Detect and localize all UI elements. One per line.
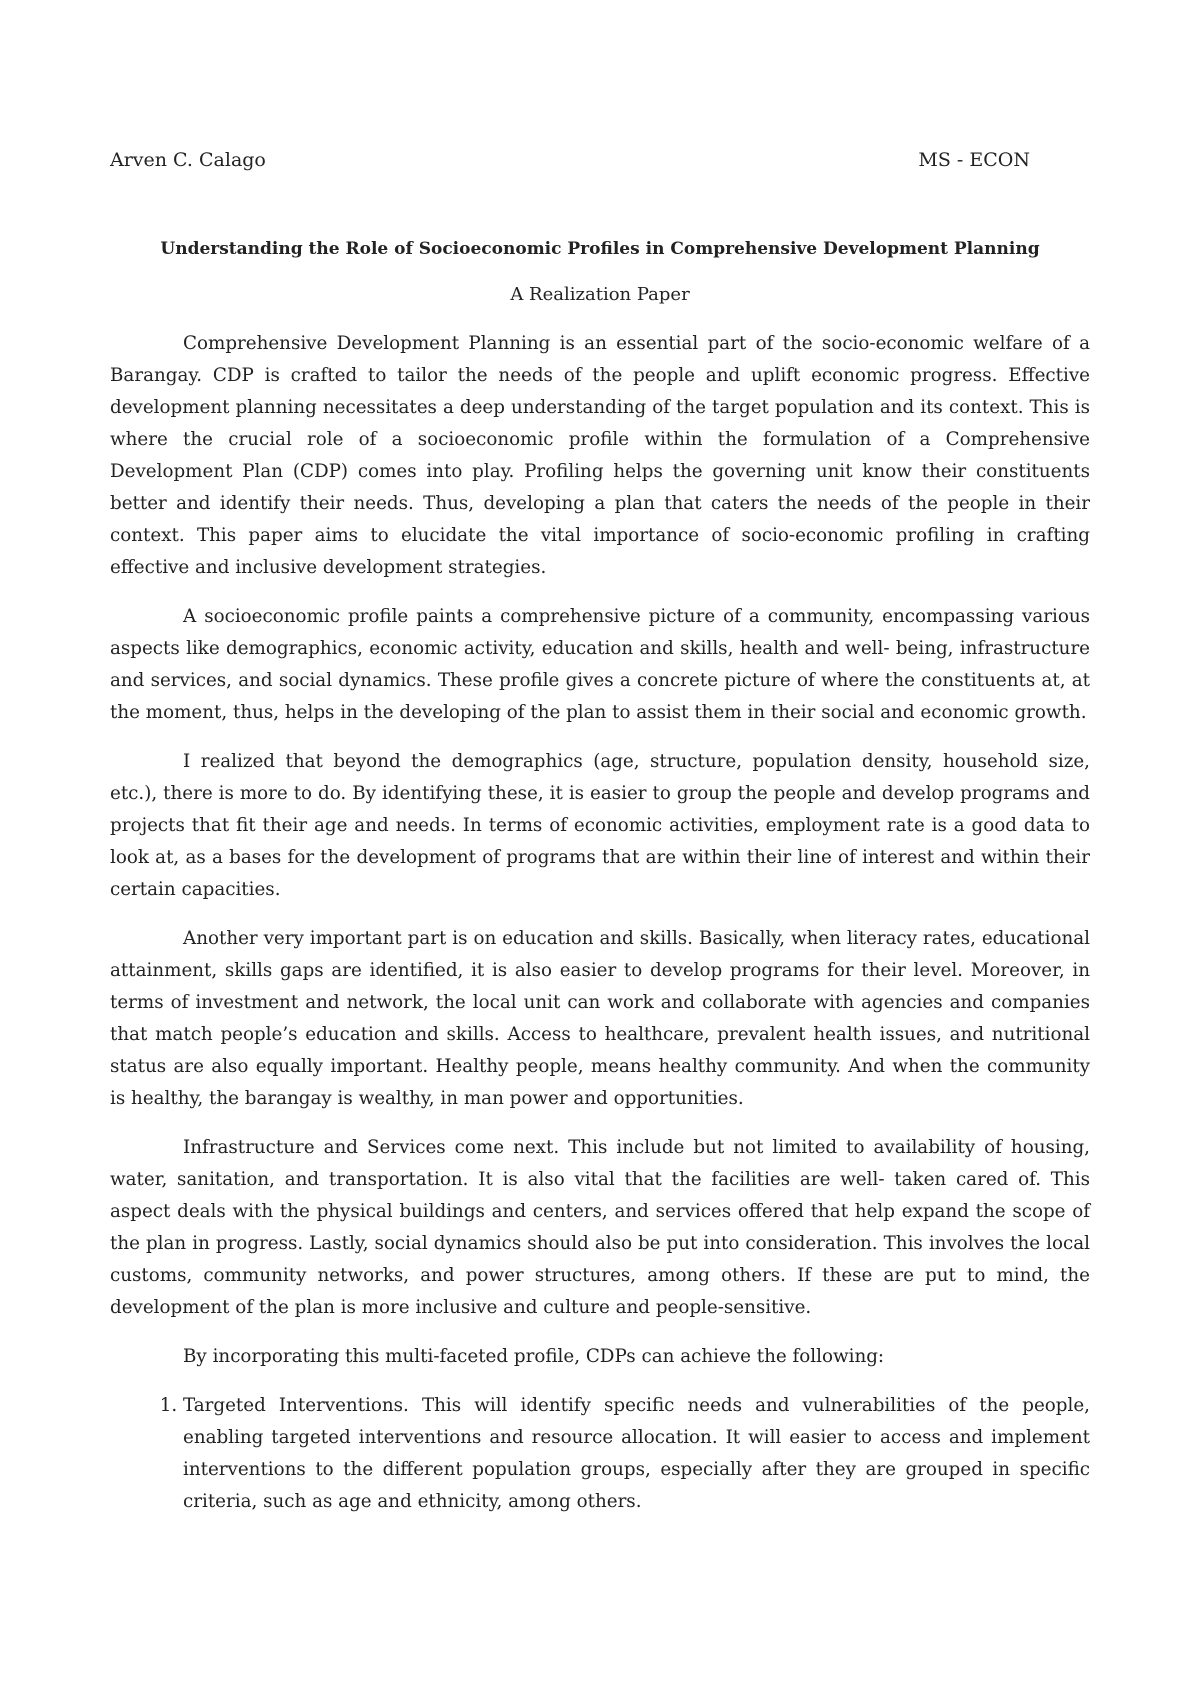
paper-subtitle: A Realization Paper [510, 284, 690, 305]
paragraph: I realized that beyond the demographics (age, structure, population density, household size, etc.), there is more to do. By identifying these, it is easier to group the people and develop programs and projects that fit their age and needs. In terms of economic activities, employment rate is a good data to look at, as a bases for the development of programs that are within their line of interest and within their certain capacities. [110, 751, 1090, 900]
paragraph: A socioeconomic profile paints a comprehensive picture of a community, encompassing various aspects like demographics, economic activity, education and skills, health and well- being, infrastructure and services, and social dynamics. These profile gives a concrete picture of where the constituents at, at the moment, thus, helps in the developing of the plan to assist them in their social and economic growth. [110, 606, 1090, 723]
paragraph: Infrastructure and Services come next. This include but not limited to availability of housing, water, sanitation, and transportation. It is also vital that the facilities are well- taken cared of. This aspect deals with the physical buildings and centers, and services offered that help expand the scope of the plan in progress. Lastly, social dynamics should also be put into consideration. This involves the local customs, community networks, and power structures, among others. If these are put to mind, the development of the plan is more inclusive and culture and people-sensitive. [110, 1137, 1090, 1318]
paragraph: By incorporating this multi-faceted profile, CDPs can achieve the following: [183, 1346, 885, 1367]
paragraph: Another very important part is on education and skills. Basically, when literacy rates, educational attainment, skills gaps are identified, it is also easier to develop programs for their level. Moreover, in terms of investment and network, the local unit can work and collaborate with agencies and companies that match people’s education and skills. Access to healthcare, prevalent health issues, and nutritional status are also equally important. Healthy people, means healthy community. And when the community is healthy, the barangay is wealthy, in man power and opportunities. [110, 928, 1090, 1109]
achievements-list [110, 1390, 1090, 1518]
document-header [110, 147, 1030, 173]
list-item: 1. Targeted Interventions. This will identify specific needs and vulnerabilities of the people, enabling targeted interventions and resource allocation. It will easier to access and implement interventions to the different population groups, especially after they are grouped in specific criteria, such as age and ethnicity, among others. [183, 1390, 1090, 1518]
program-label: MS - ECON [918, 149, 1030, 171]
paper-title: Understanding the Role of Socioeconomic Profiles in Comprehensive Development Planning [160, 239, 1040, 259]
paragraph: Comprehensive Development Planning is an essential part of the socio-economic welfare of a Barangay. CDP is crafted to tailor the needs of the people and uplift economic progress. Effective development planning necessitates a deep understanding of the target population and its context. This is where the crucial role of a socioeconomic profile within the formulation of a Comprehensive Development Plan (CDP) comes into play. Profiling helps the governing unit know their constituents better and identify their needs. Thus, developing a plan that caters the needs of the people in their context. This paper aims to elucidate the vital importance of socio-economic profiling in crafting effective and inclusive development strategies. [110, 333, 1090, 578]
author-name: Arven C. Calago [110, 149, 266, 171]
paper-body [110, 328, 1090, 1518]
